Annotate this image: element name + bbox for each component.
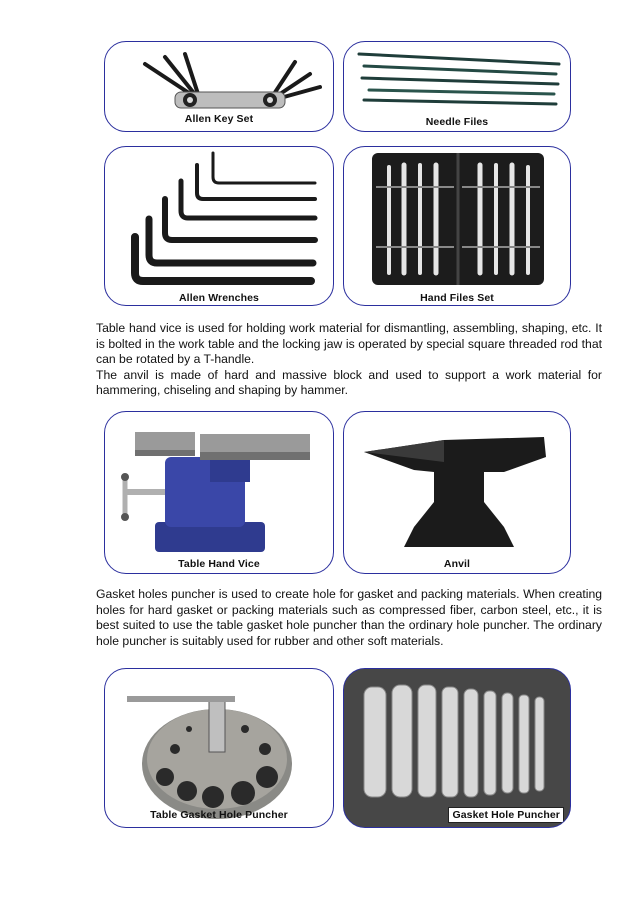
hand-files-set-figure	[343, 146, 571, 306]
anvil-caption: Anvil	[443, 558, 471, 570]
hand-files-set-caption: Hand Files Set	[420, 292, 494, 304]
table-hand-vice-caption: Table Hand Vice	[178, 558, 260, 570]
allen-key-set-caption: Allen Key Set	[184, 113, 254, 125]
gasket-hole-puncher-image	[344, 669, 571, 828]
table-hand-vice-figure	[104, 411, 334, 574]
anvil-figure	[343, 411, 571, 574]
gasket-hole-puncher-label: Gasket Hole Puncher	[448, 807, 564, 823]
table-gasket-hole-puncher-figure	[104, 668, 334, 828]
vice-paragraph: Table hand vice is used for holding work material for dismantling, assembling, shaping, etc. It is bolted in the work table and the locking jaw is operated by special square threaded rod that can be rotated by a T-handle.	[96, 321, 602, 367]
allen-wrenches-caption: Allen Wrenches	[179, 292, 259, 304]
vice-anvil-description	[96, 321, 602, 399]
needle-files-caption: Needle Files	[425, 116, 489, 128]
hand-files-set-image	[344, 147, 571, 306]
allen-key-set-figure	[104, 41, 334, 132]
puncher-paragraph: Gasket holes puncher is used to create hole for gasket and packing materials. When creating holes for hard gasket or packing materials such as compressed fiber, carbon steel, etc., it is best suited to use the table gasket hole puncher than the ordinary hole puncher. The ordinary hole puncher is suitably used for rubber and other soft materials.	[96, 587, 602, 648]
anvil-image	[344, 412, 571, 574]
anvil-paragraph: The anvil is made of hard and massive block and used to support a work material for hammering, chiseling and shaping by hammer.	[96, 367, 602, 398]
table-gasket-hole-puncher-caption: Table Gasket Hole Puncher	[150, 809, 288, 821]
gasket-hole-puncher-figure	[343, 668, 571, 828]
table-gasket-hole-puncher-image	[105, 669, 334, 828]
table-hand-vice-image	[105, 412, 334, 574]
allen-wrenches-image	[105, 147, 334, 306]
needle-files-figure	[343, 41, 571, 132]
gasket-hole-puncher-caption	[448, 809, 564, 821]
allen-wrenches-figure	[104, 146, 334, 306]
